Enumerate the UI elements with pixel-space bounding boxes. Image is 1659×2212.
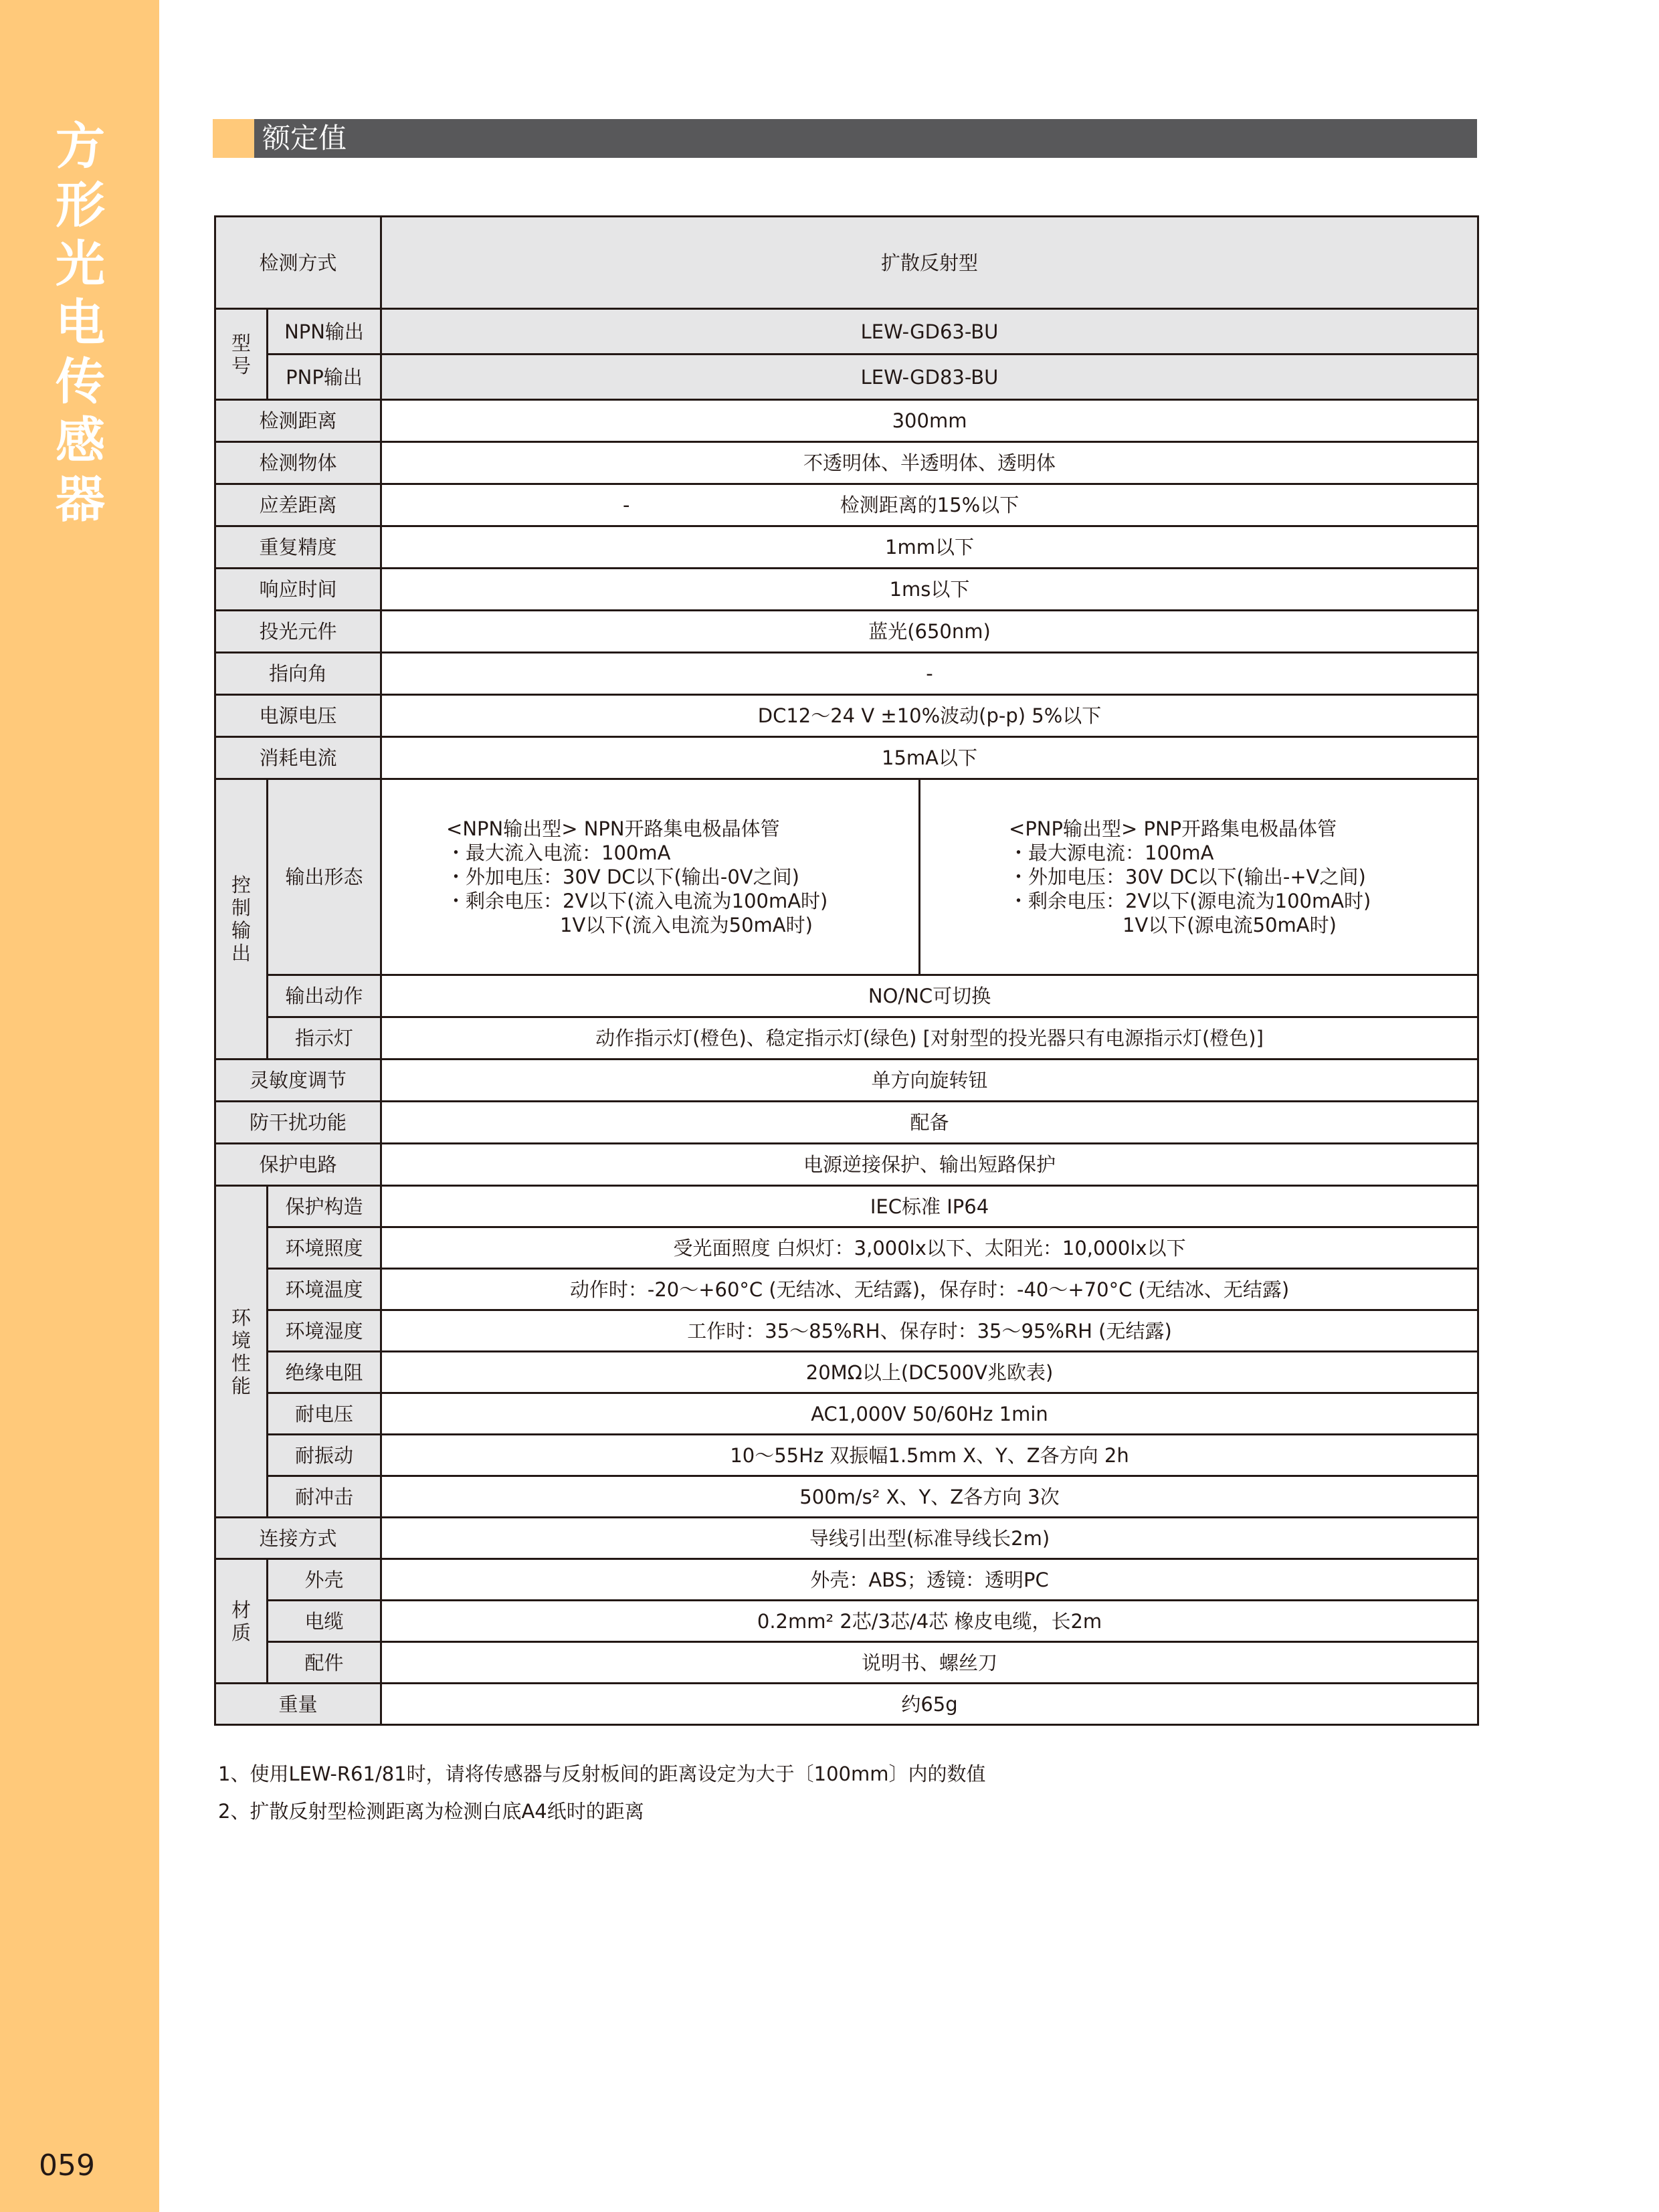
spec-line: ・剩余电压：2V以下(源电流为100mA时) bbox=[1009, 890, 1371, 912]
row-value: DC12～24 V ±10%波动(p-p) 5%以下 bbox=[381, 695, 1478, 737]
row-label: 耐振动 bbox=[268, 1435, 381, 1476]
row-label: 检测方式 bbox=[215, 217, 381, 309]
side-title-char: 器 bbox=[56, 471, 105, 528]
table-row bbox=[215, 737, 1478, 779]
row-label: 投光元件 bbox=[215, 611, 381, 653]
row-label: 应差距离 bbox=[215, 484, 381, 526]
spec-table bbox=[214, 215, 1479, 1726]
row-label: 环境湿度 bbox=[268, 1310, 381, 1352]
group-char: 能 bbox=[231, 1374, 251, 1397]
row-label: 检测距离 bbox=[215, 400, 381, 442]
group-char: 型 bbox=[231, 331, 251, 355]
row-label: 耐冲击 bbox=[268, 1476, 381, 1518]
table-row bbox=[215, 1186, 1478, 1227]
row-label: 外壳 bbox=[268, 1559, 381, 1601]
spec-line: <PNP输出型> PNP开路集电极晶体管 bbox=[1009, 817, 1337, 840]
section-header bbox=[213, 119, 1477, 158]
side-title-char: 电 bbox=[56, 294, 105, 352]
row-label: 重复精度 bbox=[215, 526, 381, 569]
hysteresis-dash: - bbox=[623, 494, 630, 516]
spec-line: ・外加电压：30V DC以下(输出-+V之间) bbox=[1009, 866, 1366, 888]
group-label-model bbox=[215, 309, 268, 400]
row-value: 10～55Hz 双振幅1.5mm X、Y、Z各方向 2h bbox=[381, 1435, 1478, 1476]
table-row bbox=[215, 1269, 1478, 1310]
row-value: 不透明体、半透明体、透明体 bbox=[381, 442, 1478, 484]
row-label: 耐电压 bbox=[268, 1393, 381, 1435]
side-title-char: 传 bbox=[56, 353, 105, 411]
row-label: NPN输出 bbox=[268, 309, 381, 355]
spec-line: <NPN输出型> NPN开路集电极晶体管 bbox=[446, 817, 780, 840]
table-row bbox=[215, 569, 1478, 611]
table-row bbox=[215, 1102, 1478, 1144]
pnp-output-spec bbox=[920, 779, 1478, 975]
row-label: 检测物体 bbox=[215, 442, 381, 484]
footnotes bbox=[218, 1755, 985, 1830]
row-label: 保护构造 bbox=[268, 1186, 381, 1227]
row-label: 响应时间 bbox=[215, 569, 381, 611]
row-value: - bbox=[381, 653, 1478, 695]
table-row bbox=[215, 484, 1478, 526]
row-value: 配备 bbox=[381, 1102, 1478, 1144]
group-label-material bbox=[215, 1559, 268, 1684]
group-char: 环 bbox=[231, 1306, 251, 1329]
row-label: 保护电路 bbox=[215, 1144, 381, 1186]
spec-line: ・最大流入电流：100mA bbox=[446, 841, 671, 864]
table-row bbox=[215, 1227, 1478, 1269]
table-row bbox=[215, 217, 1478, 309]
footnote: 1、使用LEW-R61/81时，请将传感器与反射板间的距离设定为大于〔100mm〕内的数值 bbox=[218, 1763, 986, 1785]
table-row bbox=[215, 975, 1478, 1017]
section-title: 额定值 bbox=[262, 122, 347, 155]
row-value: 0.2mm² 2芯/3芯/4芯 橡皮电缆，长2m bbox=[381, 1601, 1478, 1642]
spec-line: ・外加电压：30V DC以下(输出-0V之间) bbox=[446, 866, 799, 888]
row-value: 受光面照度 白炽灯：3,000lx以下、太阳光：10,000lx以下 bbox=[381, 1227, 1478, 1269]
row-value: 20MΩ以上(DC500V兆欧表) bbox=[381, 1352, 1478, 1393]
table-row bbox=[215, 309, 1478, 355]
side-title bbox=[54, 117, 107, 529]
spec-line: 1V以下(流入电流为50mA时) bbox=[560, 914, 813, 936]
table-row bbox=[215, 442, 1478, 484]
row-value: 300mm bbox=[381, 400, 1478, 442]
table-row bbox=[215, 1144, 1478, 1186]
row-label: 灵敏度调节 bbox=[215, 1060, 381, 1102]
row-value: 导线引出型(标准导线长2m) bbox=[381, 1518, 1478, 1559]
row-label: 输出形态 bbox=[268, 779, 381, 975]
row-value: 电源逆接保护、输出短路保护 bbox=[381, 1144, 1478, 1186]
row-value: 蓝光(650nm) bbox=[381, 611, 1478, 653]
side-title-char: 方 bbox=[56, 118, 105, 175]
row-label: 环境温度 bbox=[268, 1269, 381, 1310]
row-label: PNP输出 bbox=[268, 355, 381, 400]
group-char: 性 bbox=[231, 1351, 251, 1375]
table-row bbox=[215, 1601, 1478, 1642]
group-char: 境 bbox=[231, 1328, 251, 1352]
row-label: 输出动作 bbox=[268, 975, 381, 1017]
group-char: 材 bbox=[231, 1598, 251, 1621]
row-value: 1ms以下 bbox=[381, 569, 1478, 611]
table-row bbox=[215, 653, 1478, 695]
row-label: 消耗电流 bbox=[215, 737, 381, 779]
row-value: 约65g bbox=[381, 1684, 1478, 1725]
row-value: 扩散反射型 bbox=[381, 217, 1478, 309]
row-label: 防干扰功能 bbox=[215, 1102, 381, 1144]
footnote: 2、扩散反射型检测距离为检测白底A4纸时的距离 bbox=[218, 1800, 644, 1823]
table-row bbox=[215, 1060, 1478, 1102]
spec-line: ・最大源电流：100mA bbox=[1009, 841, 1214, 864]
table-row bbox=[215, 1559, 1478, 1601]
row-value: LEW-GD63-BU bbox=[381, 309, 1478, 355]
row-label: 电源电压 bbox=[215, 695, 381, 737]
side-title-char: 感 bbox=[56, 412, 105, 470]
table-row bbox=[215, 1017, 1478, 1060]
row-value: 工作时：35～85%RH、保存时：35～95%RH (无结露) bbox=[381, 1310, 1478, 1352]
table-row bbox=[215, 1518, 1478, 1559]
row-value: 500m/s² X、Y、Z各方向 3次 bbox=[381, 1476, 1478, 1518]
hysteresis-value: 检测距离的15%以下 bbox=[840, 494, 1019, 516]
row-value: 1mm以下 bbox=[381, 526, 1478, 569]
group-char: 质 bbox=[231, 1621, 251, 1644]
row-label: 配件 bbox=[268, 1642, 381, 1684]
table-row bbox=[215, 1310, 1478, 1352]
table-row bbox=[215, 355, 1478, 400]
row-label: 环境照度 bbox=[268, 1227, 381, 1269]
group-label-environment bbox=[215, 1186, 268, 1518]
group-char: 号 bbox=[231, 354, 251, 377]
row-value: 动作指示灯(橙色)、稳定指示灯(绿色) [对射型的投光器只有电源指示灯(橙色)] bbox=[381, 1017, 1478, 1060]
row-value: 动作时：-20～+60°C (无结冰、无结露)，保存时：-40～+70°C (无结冰、无结露) bbox=[381, 1269, 1478, 1310]
spec-line: 1V以下(源电流50mA时) bbox=[1123, 914, 1337, 936]
row-value-hysteresis bbox=[381, 484, 1478, 526]
group-char: 控 bbox=[231, 874, 251, 896]
table-row bbox=[215, 1435, 1478, 1476]
row-value: LEW-GD83-BU bbox=[381, 355, 1478, 400]
row-value: AC1,000V 50/60Hz 1min bbox=[381, 1393, 1478, 1435]
table-row bbox=[215, 779, 1478, 975]
row-label: 指向角 bbox=[215, 653, 381, 695]
page-number: 059 bbox=[39, 2148, 95, 2183]
table-row bbox=[215, 1684, 1478, 1725]
side-title-char: 形 bbox=[56, 177, 105, 234]
row-label: 连接方式 bbox=[215, 1518, 381, 1559]
side-title-char: 光 bbox=[56, 235, 105, 293]
group-char: 输 bbox=[231, 919, 251, 942]
row-value: 说明书、螺丝刀 bbox=[381, 1642, 1478, 1684]
table-row bbox=[215, 695, 1478, 737]
row-label: 绝缘电阻 bbox=[268, 1352, 381, 1393]
table-row bbox=[215, 1352, 1478, 1393]
spec-line: ・剩余电压：2V以下(流入电流为100mA时) bbox=[446, 890, 828, 912]
table-row bbox=[215, 1642, 1478, 1684]
group-label-control-output bbox=[215, 779, 268, 1060]
table-row bbox=[215, 400, 1478, 442]
group-char: 制 bbox=[231, 896, 251, 919]
table-row bbox=[215, 1476, 1478, 1518]
row-label: 指示灯 bbox=[268, 1017, 381, 1060]
row-value: NO/NC可切换 bbox=[381, 975, 1478, 1017]
row-value: 单方向旋转钮 bbox=[381, 1060, 1478, 1102]
npn-output-spec bbox=[381, 779, 920, 975]
row-value: 15mA以下 bbox=[381, 737, 1478, 779]
table-row bbox=[215, 611, 1478, 653]
table-row bbox=[215, 526, 1478, 569]
row-label: 重量 bbox=[215, 1684, 381, 1725]
row-value: 外壳：ABS；透镜：透明PC bbox=[381, 1559, 1478, 1601]
group-char: 出 bbox=[231, 942, 251, 965]
section-accent-bar bbox=[213, 119, 254, 158]
row-label: 电缆 bbox=[268, 1601, 381, 1642]
table-row bbox=[215, 1393, 1478, 1435]
row-value: IEC标准 IP64 bbox=[381, 1186, 1478, 1227]
